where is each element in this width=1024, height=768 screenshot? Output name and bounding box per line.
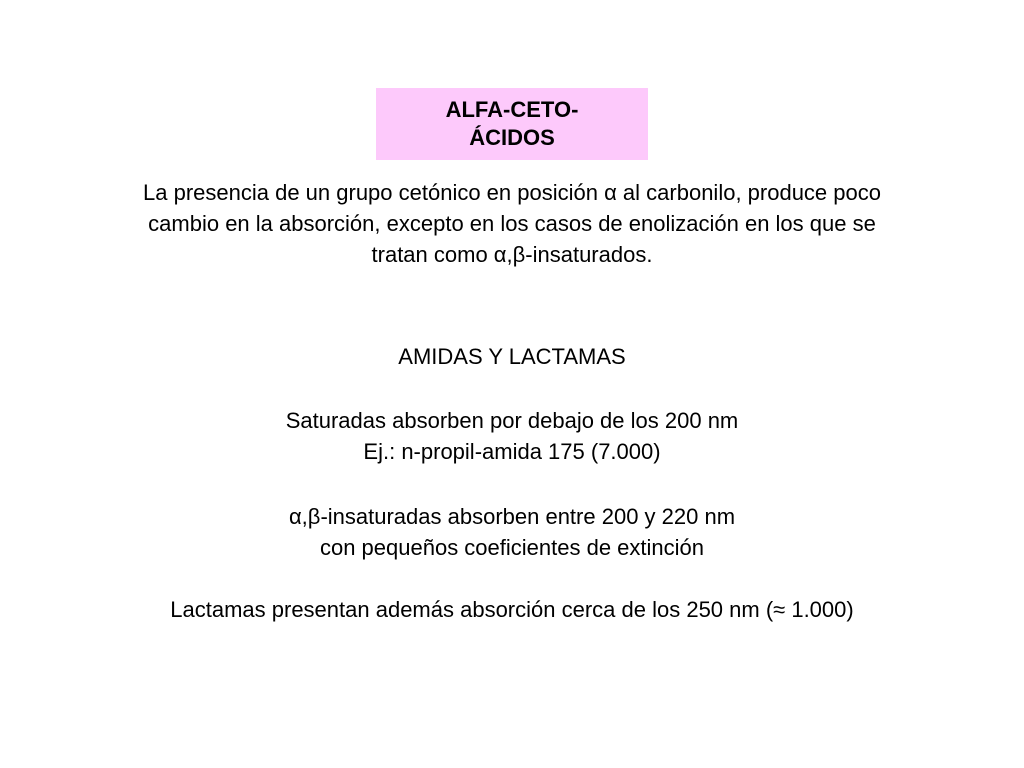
lactamas-line: Lactamas presentan además absorción cerca de los 250 nm (≈ 1.000): [170, 597, 854, 622]
saturadas-line-2: Ej.: n-propil-amida 175 (7.000): [363, 439, 661, 464]
lactamas-paragraph: [0, 594, 1024, 625]
section-heading: [0, 341, 1024, 372]
intro-line-3: tratan como α,β-insaturados.: [371, 242, 653, 267]
insaturadas-line-1: α,β-insaturadas absorben entre 200 y 220 nm: [288, 504, 736, 529]
title-line-1: ALFA-CETO-: [445, 97, 579, 122]
saturadas-line-1: Saturadas absorben por debajo de los 200 nm: [285, 408, 739, 433]
insaturadas-line-2: con pequeños coeficientes de extinción: [319, 535, 705, 560]
intro-line-2: cambio en la absorción, excepto en los casos de enolización en los que se: [148, 211, 876, 236]
page-title: [446, 96, 579, 152]
saturadas-paragraph: [0, 405, 1024, 467]
title-box: [376, 88, 648, 160]
insaturadas-paragraph: [0, 501, 1024, 563]
intro-paragraph: [0, 177, 1024, 270]
intro-line-1: La presencia de un grupo cetónico en posición α al carbonilo, produce poco: [143, 180, 881, 205]
section-heading-text: AMIDAS Y LACTAMAS: [398, 344, 626, 369]
title-line-2: ÁCIDOS: [469, 125, 555, 150]
